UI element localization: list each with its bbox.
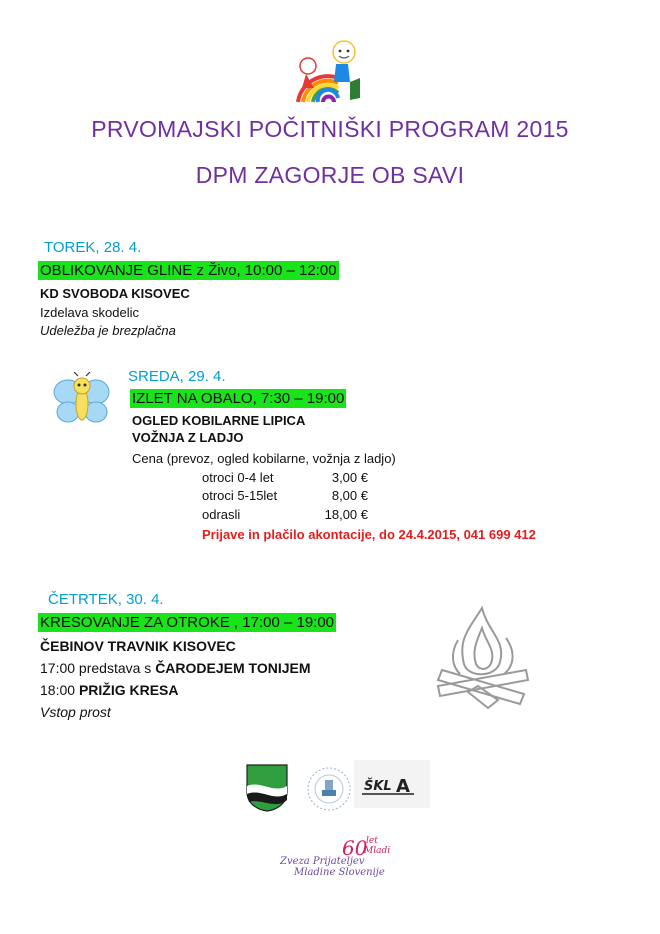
price-value: 18,00 € (324, 507, 368, 522)
event3-place: ČEBINOV TRAVNIK KISOVEC (40, 638, 236, 654)
anniversary-number: 60 (342, 836, 368, 860)
svg-text:ŠKL: ŠKL (364, 779, 392, 794)
price-row (202, 488, 368, 503)
page-subtitle: DPM ZAGORJE OB SAVI (195, 162, 465, 188)
event1-desc: Izdelava skodelic (40, 305, 139, 320)
dpm-logo (294, 38, 366, 106)
event2-day: SREDA, 29. 4. (128, 368, 226, 385)
sklad-logo (354, 760, 430, 808)
butterfly-icon (52, 372, 114, 428)
event1-note: Udeležba je brezplačna (40, 323, 176, 338)
price-row (202, 470, 368, 485)
price-label: otroci 0-4 let (202, 470, 274, 485)
zpms-logo (280, 834, 390, 880)
price-label: otroci 5-15let (202, 488, 278, 503)
event3-note: Vstop prost (40, 704, 111, 720)
municipality-crest-icon (246, 764, 288, 812)
event2-line1: OGLED KOBILARNE LIPICA (132, 413, 306, 428)
event3-title: KRESOVANJE ZA OTROKE , 17:00 – 19:00 (40, 614, 335, 631)
event2-line2: VOŽNJA Z LADJO (132, 430, 244, 445)
zpms-line2: Mladine Slovenije (294, 867, 385, 878)
svg-text:A: A (396, 776, 410, 797)
price-value: 3,00 € (331, 470, 368, 485)
event1-title: OBLIKOVANJE GLINE z Živo, 10:00 – 12:00 (40, 262, 337, 279)
campfire-icon (428, 600, 538, 712)
event1-place: KD SVOBODA KISOVEC (40, 286, 190, 301)
price-label: odrasli (202, 507, 241, 522)
seal-icon (306, 766, 352, 812)
event1-day: TOREK, 28. 4. (44, 239, 142, 256)
signup-info: Prijave in plačilo akontacije, do 24.4.2015, 041 699 412 (202, 527, 536, 542)
anniversary-word2: Mladi (364, 846, 391, 856)
event2-title: IZLET NA OBALO, 7:30 – 19:00 (132, 390, 345, 407)
price-row (202, 507, 368, 522)
event3-line2: 18:00 PRIŽIG KRESA (40, 682, 179, 698)
event3-line1: 17:00 predstava s ČARODEJEM TONIJEM (40, 660, 311, 676)
anniversary-word1: let (366, 836, 378, 846)
event2-price-intro: Cena (prevoz, ogled kobilarne, vožnja z ladjo) (132, 451, 396, 466)
event3-day: ČETRTEK, 30. 4. (48, 591, 164, 608)
zpms-line1: Zveza Prijateljev (280, 856, 365, 867)
page-title: PRVOMAJSKI POČITNIŠKI PROGRAM 2015 (91, 116, 569, 142)
price-value: 8,00 € (331, 488, 368, 503)
